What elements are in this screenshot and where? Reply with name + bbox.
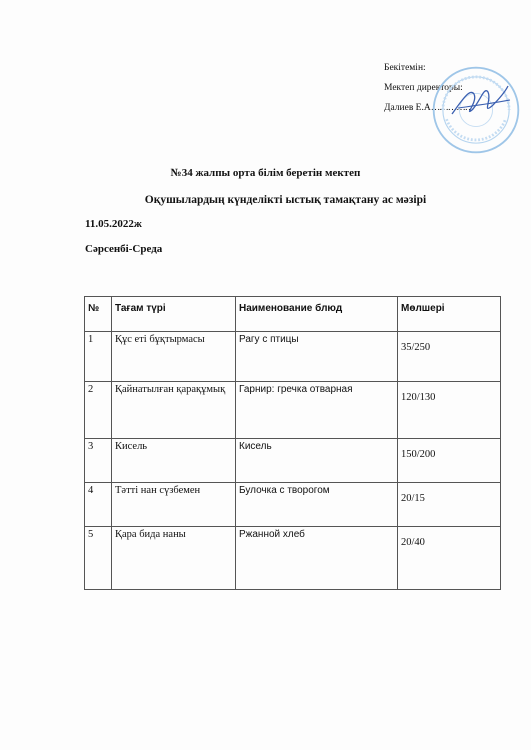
header-number: № [85,297,112,332]
menu-day: Сәрсенбі-Среда [85,243,163,255]
director-signature [448,80,512,126]
dish-kz: Тәтті нан сүзбемен [112,483,236,527]
row-number: 3 [85,439,112,483]
dish-ru: Гарнир: гречка отварная [236,382,398,439]
table-row [85,332,501,382]
portion: 35/250 [398,332,501,382]
header-dish-name-ru: Наименование блюд [236,297,398,332]
menu-date: 11.05.2022ж [85,218,142,230]
portion: 120/130 [398,382,501,439]
row-number: 4 [85,483,112,527]
table-header-row [85,297,501,332]
director-label: Мектеп директоры: [384,83,463,93]
dish-ru: Булочка с творогом [236,483,398,527]
portion: 20/40 [398,527,501,590]
header-dish-type-kz: Тағам түрі [112,297,236,332]
portion: 150/200 [398,439,501,483]
dish-ru: Кисель [236,439,398,483]
menu-table [84,296,501,590]
dish-kz: Қайнатылған қарақұмық [112,382,236,439]
director-name: Далиев Е.А…………… [384,103,474,113]
portion: 20/15 [398,483,501,527]
table-row [85,483,501,527]
dish-kz: Қара бида наны [112,527,236,590]
approval-label: Бекітемін: [384,63,426,73]
header-portion: Мөлшері [398,297,501,332]
menu-title: Оқушылардың күнделікті ыстық тамақтану ас мәзірі [144,194,427,206]
table-row [85,439,501,483]
table-row [85,382,501,439]
dish-ru: Рагу с птицы [236,332,398,382]
row-number: 2 [85,382,112,439]
dish-kz: Кисель [112,439,236,483]
school-name: №34 жалпы орта білім беретін мектеп [170,167,361,179]
row-number: 5 [85,527,112,590]
table-row [85,527,501,590]
dish-kz: Құс еті бұқтырмасы [112,332,236,382]
row-number: 1 [85,332,112,382]
dish-ru: Ржанной хлеб [236,527,398,590]
